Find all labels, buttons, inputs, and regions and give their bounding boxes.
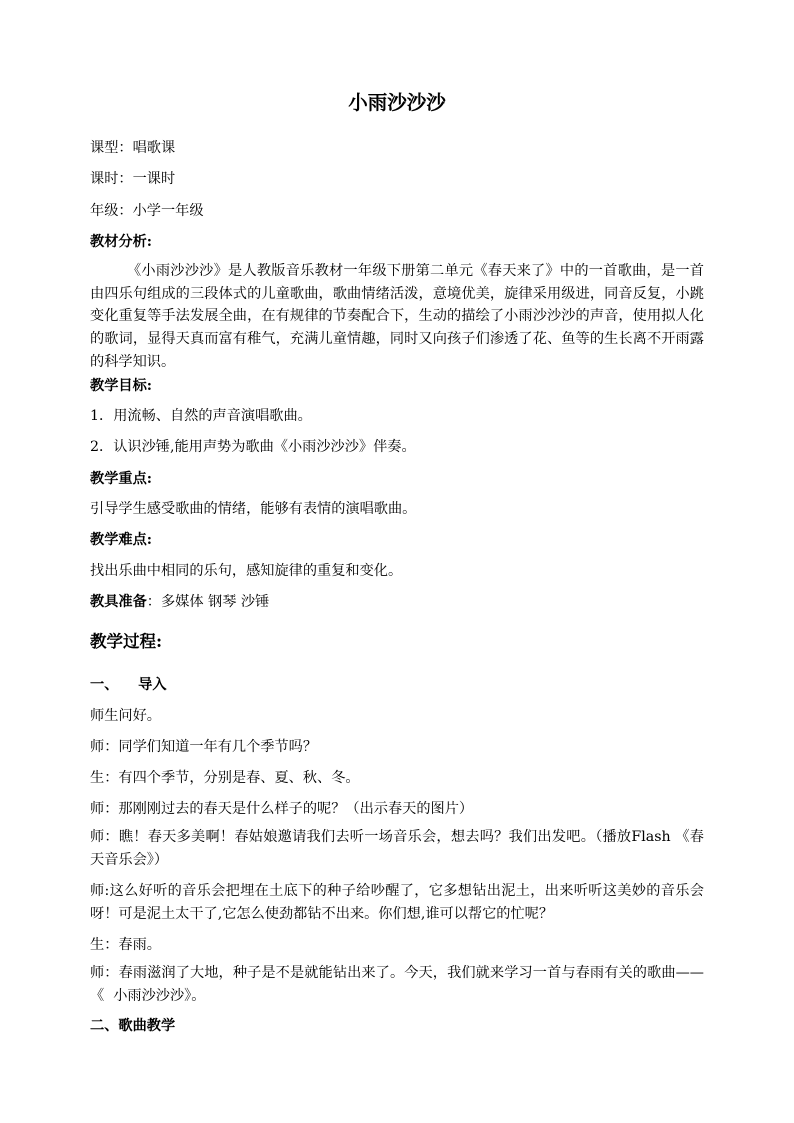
- goal-item: 2．认识沙锤,能用声势为歌曲《小雨沙沙沙》伴奏。: [90, 439, 416, 455]
- tools-line: [90, 592, 269, 612]
- dialogue-line: 生：有四个季节，分别是春、夏、秋、冬。: [90, 770, 360, 786]
- dialogue-paragraph: 师：春雨滋润了大地，种子是不是就能钻出来了。今天，我们就来学习一首与春雨有关的歌曲——《 小雨沙沙沙》。: [90, 965, 704, 1004]
- goals-heading: 教学目标:: [90, 378, 152, 394]
- analysis-text: 《小雨沙沙沙》是人教版音乐教材一年级下册第二单元《春天来了》中的一首歌曲，是一首由四乐句组成的三段体式的儿童歌曲，歌曲情绪活泼，意境优美，旋律采用级进，同音反复，小跳变化重复等手法发展全曲，在有规律的节奏配合下，生动的描绘了小雨沙沙沙的声音，使用拟人化的歌词，显得天真而富有稚气，充满儿童情趣，同时又向孩子们渗透了花、鱼等的生长离不开雨露的科学知识。: [90, 263, 704, 370]
- process-heading: 教学过程:: [90, 632, 163, 651]
- key-point-text: 引导学生感受歌曲的情绪，能够有表情的演唱歌曲。: [90, 501, 417, 517]
- section-song-heading: 二、歌曲教学: [90, 1018, 176, 1034]
- lesson-type: 课型：唱歌课: [90, 140, 176, 156]
- section-intro-heading: 一、 导入: [90, 677, 167, 693]
- dialogue-paragraph: 师:这么好听的音乐会把埋在土底下的种子给吵醒了，它多想钻出泥土，出来听听这美妙的音乐会呀！可是泥土太干了,它怎么使劲都钻不出来。你们想,谁可以帮它的忙呢？: [90, 883, 704, 922]
- dialogue-paragraph: 师：瞧！春天多美啊！春姑娘邀请我们去听一场音乐会，想去吗？我们出发吧。（播放Flash 《春天音乐会》）: [90, 829, 704, 868]
- dialogue-line: 师生问好。: [90, 708, 161, 724]
- tools-label: 教具准备: [90, 594, 147, 610]
- difficulty-text: 找出乐曲中相同的乐句，感知旋律的重复和变化。: [90, 563, 403, 579]
- lesson-grade: 年级：小学一年级: [90, 203, 204, 219]
- tools-text: ：多媒体 钢琴 沙锤: [146, 594, 270, 610]
- key-point-heading: 教学重点:: [90, 471, 152, 487]
- analysis-heading: 教材分析:: [90, 234, 152, 250]
- dialogue-line: 师：同学们知道一年有几个季节吗？: [90, 739, 318, 755]
- goal-item: 1．用流畅、自然的声音演唱歌曲。: [90, 408, 312, 424]
- dialogue-line: 生：春雨。: [90, 937, 161, 953]
- lesson-period: 课时：一课时: [90, 171, 176, 187]
- difficulty-heading: 教学难点:: [90, 532, 152, 548]
- dialogue-line: 师：那刚刚过去的春天是什么样子的呢？（出示春天的图片）: [90, 801, 474, 817]
- document-title: 小雨沙沙沙: [348, 91, 446, 114]
